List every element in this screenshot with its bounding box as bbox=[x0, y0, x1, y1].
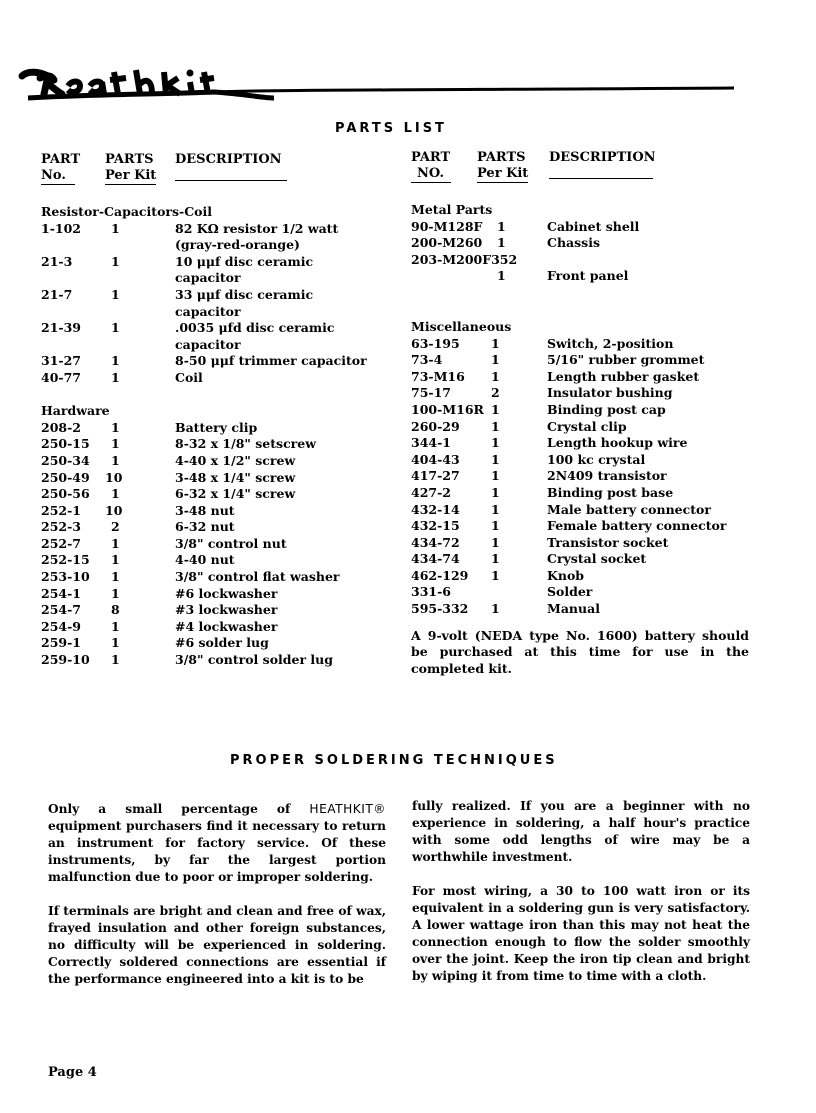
quantity: 10 bbox=[105, 502, 123, 518]
description: 3/8" control nut bbox=[175, 535, 287, 551]
header-underline bbox=[549, 166, 653, 179]
description: Knob bbox=[547, 567, 585, 583]
table-row bbox=[411, 435, 756, 452]
description: 3/8" control flat washer bbox=[175, 569, 340, 585]
table-row bbox=[41, 420, 381, 437]
soldering-paragraph-1 bbox=[48, 801, 386, 886]
quantity: 1 bbox=[491, 335, 500, 351]
quantity: 1 bbox=[491, 501, 500, 517]
quantity: 1 bbox=[111, 569, 120, 585]
quantity: 1 bbox=[491, 551, 500, 567]
quantity: 1 bbox=[111, 436, 120, 452]
quantity: 1 bbox=[111, 552, 120, 568]
table-row bbox=[41, 221, 381, 238]
quantity: 1 bbox=[497, 268, 506, 284]
part-number: 462-129 bbox=[411, 567, 469, 583]
table-row bbox=[41, 353, 381, 370]
part-number bbox=[411, 268, 497, 285]
description: 100 kc crystal bbox=[547, 451, 646, 467]
table-row bbox=[411, 535, 756, 552]
description: (gray-red-orange) bbox=[175, 237, 300, 253]
quantity: 1 bbox=[491, 468, 500, 484]
header-parts: PARTS bbox=[105, 152, 154, 167]
quantity: 1 bbox=[491, 534, 500, 550]
description: Female battery connector bbox=[547, 518, 727, 534]
table-row bbox=[41, 237, 381, 254]
description: 6-32 x 1/4" screw bbox=[175, 486, 296, 502]
parts-table-left bbox=[41, 152, 381, 669]
part-number: 595-332 bbox=[411, 601, 469, 617]
header-parts: PARTS bbox=[477, 150, 526, 165]
header-per-kit: Per Kit bbox=[477, 166, 529, 181]
quantity: 2 bbox=[491, 385, 500, 401]
part-number: 259-10 bbox=[41, 652, 90, 668]
description: Length rubber gasket bbox=[547, 368, 700, 384]
part-number: 250-56 bbox=[41, 486, 90, 502]
section-title: Resistor-Capacitors-Coil bbox=[41, 204, 213, 219]
part-number: 432-15 bbox=[411, 518, 460, 534]
quantity: 8 bbox=[111, 602, 120, 618]
heathkit-brand: HEATHKIT® bbox=[309, 802, 386, 816]
header-part: PART bbox=[411, 150, 451, 165]
table-header bbox=[41, 152, 381, 186]
quantity: 1 bbox=[111, 652, 120, 668]
description: Switch, 2-position bbox=[547, 335, 674, 351]
quantity: 1 bbox=[497, 235, 506, 251]
part-number bbox=[41, 270, 105, 287]
description: Coil bbox=[175, 369, 203, 385]
quantity: 1 bbox=[111, 320, 120, 336]
description: #3 lockwasher bbox=[175, 602, 278, 618]
part-number: 21-3 bbox=[41, 253, 73, 269]
parts-list-title: PARTS LIST bbox=[335, 121, 447, 136]
quantity: 1 bbox=[491, 435, 500, 451]
part-number: 253-10 bbox=[41, 569, 90, 585]
quantity: 1 bbox=[491, 352, 500, 368]
table-row bbox=[41, 552, 381, 569]
part-number: 21-39 bbox=[41, 320, 81, 336]
parts-table-right bbox=[411, 150, 756, 677]
description: 2N409 transistor bbox=[547, 468, 667, 484]
description: Insulator bushing bbox=[547, 385, 673, 401]
description: Crystal socket bbox=[547, 551, 647, 567]
part-number: 434-72 bbox=[411, 534, 460, 550]
part-number bbox=[41, 304, 105, 321]
part-number: 254-1 bbox=[41, 585, 81, 601]
quantity: 1 bbox=[111, 585, 120, 601]
table-row bbox=[41, 586, 381, 603]
quantity: 2 bbox=[111, 519, 120, 535]
part-number: 73-M16 bbox=[411, 368, 465, 384]
quantity: 1 bbox=[111, 369, 120, 385]
header-per-kit: Per Kit bbox=[105, 168, 157, 183]
quantity bbox=[105, 237, 175, 254]
section-title: Hardware bbox=[41, 403, 110, 419]
quantity: 1 bbox=[491, 401, 500, 417]
description: Front panel bbox=[547, 268, 629, 284]
table-row bbox=[41, 320, 381, 337]
part-number: 252-15 bbox=[41, 552, 90, 568]
quantity: 1 bbox=[491, 567, 500, 583]
part-number: 250-49 bbox=[41, 469, 90, 485]
description: #4 lockwasher bbox=[175, 618, 278, 634]
part-number: 63-195 bbox=[411, 335, 460, 351]
part-number: 208-2 bbox=[41, 419, 81, 435]
description: Length hookup wire bbox=[547, 435, 688, 451]
description: capacitor bbox=[175, 336, 241, 352]
quantity: 1 bbox=[111, 220, 120, 236]
part-number: 259-1 bbox=[41, 635, 81, 651]
quantity: 1 bbox=[497, 218, 506, 234]
text-span: equipment purchasers find it necessary to return an instrument for factory service. Of these instruments, by far the largest portion malfunction due to poor or improper soldering. bbox=[48, 819, 386, 884]
quantity: 1 bbox=[491, 451, 500, 467]
table-row bbox=[411, 468, 756, 485]
section-title: Metal Parts bbox=[411, 202, 493, 217]
description: 8-50 μμf trimmer capacitor bbox=[175, 353, 367, 369]
quantity: 10 bbox=[105, 469, 123, 485]
description: 82 KΩ resistor 1/2 watt bbox=[175, 220, 339, 236]
table-row bbox=[41, 619, 381, 636]
part-number: 254-7 bbox=[41, 602, 81, 618]
part-number bbox=[41, 237, 105, 254]
soldering-paragraph-4: For most wiring, a 30 to 100 watt iron or its equivalent in a soldering gun is very satisfactory. A lower wattage iron than this may not heat the connection enough to flow the solder smoothly over the joint. Keep the iron tip clean and bright by wiping it from time to time with a cloth. bbox=[412, 884, 750, 983]
description: #6 solder lug bbox=[175, 635, 269, 651]
table-row bbox=[41, 304, 381, 321]
table-row bbox=[411, 502, 756, 519]
soldering-right-column bbox=[412, 798, 750, 985]
header-underline bbox=[175, 168, 287, 181]
quantity: 1 bbox=[491, 418, 500, 434]
header-part-no: NO. bbox=[411, 166, 451, 183]
soldering-title: PROPER SOLDERING TECHNIQUES bbox=[230, 753, 558, 768]
part-number: 250-15 bbox=[41, 436, 90, 452]
part-number: 344-1 bbox=[411, 435, 451, 451]
table-row bbox=[41, 503, 381, 520]
table-row bbox=[411, 402, 756, 419]
soldering-left-column bbox=[48, 801, 386, 988]
table-row bbox=[41, 569, 381, 586]
description: 4-40 x 1/2" screw bbox=[175, 452, 296, 468]
quantity: 1 bbox=[491, 601, 500, 617]
table-row bbox=[411, 369, 756, 386]
quantity: 1 bbox=[111, 486, 120, 502]
part-number: 75-17 bbox=[411, 385, 451, 401]
part-number: 200-M260 bbox=[411, 235, 483, 251]
table-row bbox=[411, 485, 756, 502]
table-row bbox=[411, 252, 756, 269]
table-row bbox=[411, 518, 756, 535]
table-row bbox=[411, 385, 756, 402]
table-row bbox=[41, 453, 381, 470]
quantity: 1 bbox=[491, 368, 500, 384]
description: Binding post cap bbox=[547, 401, 666, 417]
quantity: 1 bbox=[491, 484, 500, 500]
description: 8-32 x 1/8" setscrew bbox=[175, 436, 316, 452]
part-number: 250-34 bbox=[41, 452, 90, 468]
table-row bbox=[411, 568, 756, 585]
description: 3-48 nut bbox=[175, 502, 235, 518]
part-number: 254-9 bbox=[41, 618, 81, 634]
description: 5/16" rubber grommet bbox=[547, 352, 705, 368]
heathkit-script-logo-icon bbox=[14, 64, 734, 104]
part-number: 252-7 bbox=[41, 535, 81, 551]
part-number: 90-M128F bbox=[411, 218, 483, 234]
quantity bbox=[105, 337, 175, 354]
table-row bbox=[411, 551, 756, 568]
quantity: 1 bbox=[111, 353, 120, 369]
part-number: 100-M16R bbox=[411, 401, 484, 417]
quantity: 1 bbox=[111, 419, 120, 435]
soldering-paragraph-3: fully realized. If you are a beginner with no experience in soldering, a half hour's practice with some odd lengths of wire may be a worthwhile investment. bbox=[412, 799, 750, 864]
quantity: 1 bbox=[491, 518, 500, 534]
quantity: 1 bbox=[111, 452, 120, 468]
description: capacitor bbox=[175, 303, 241, 319]
table-row bbox=[411, 584, 756, 601]
part-number: 1-102 bbox=[41, 220, 81, 236]
table-row bbox=[41, 635, 381, 652]
description: Manual bbox=[547, 601, 600, 617]
part-number: 434-74 bbox=[411, 551, 460, 567]
table-row bbox=[411, 235, 756, 252]
part-number: 417-27 bbox=[411, 468, 460, 484]
table-row bbox=[41, 652, 381, 669]
description: Transistor socket bbox=[547, 534, 669, 550]
heathkit-logo bbox=[14, 64, 734, 104]
description: Battery clip bbox=[175, 419, 258, 435]
header-part-no: No. bbox=[41, 168, 75, 185]
table-row bbox=[41, 337, 381, 354]
header-part: PART bbox=[41, 152, 81, 167]
quantity bbox=[105, 304, 175, 321]
quantity: 1 bbox=[111, 286, 120, 302]
description: 33 μμf disc ceramic bbox=[175, 286, 314, 302]
description: 6-32 nut bbox=[175, 519, 235, 535]
part-number: 252-3 bbox=[41, 519, 81, 535]
part-number: 40-77 bbox=[41, 369, 81, 385]
part-number: 252-1 bbox=[41, 502, 81, 518]
description: Cabinet shell bbox=[547, 218, 640, 234]
table-row bbox=[41, 470, 381, 487]
description: capacitor bbox=[175, 270, 241, 286]
quantity: 1 bbox=[111, 618, 120, 634]
quantity: 1 bbox=[111, 535, 120, 551]
header-description: DESCRIPTION bbox=[549, 150, 656, 165]
quantity bbox=[491, 584, 547, 601]
description: Solder bbox=[547, 584, 593, 600]
part-number: 260-29 bbox=[411, 418, 460, 434]
table-row bbox=[41, 370, 381, 387]
description: 3-48 x 1/4" screw bbox=[175, 469, 296, 485]
description: #6 lockwasher bbox=[175, 585, 278, 601]
part-number: 331-6 bbox=[411, 584, 451, 600]
table-header bbox=[411, 150, 756, 184]
table-row bbox=[411, 352, 756, 369]
table-row bbox=[411, 336, 756, 353]
table-row bbox=[41, 486, 381, 503]
part-number: 73-4 bbox=[411, 352, 443, 368]
table-row bbox=[411, 219, 756, 236]
description: Crystal clip bbox=[547, 418, 627, 434]
part-number: 404-43 bbox=[411, 451, 460, 467]
description: 10 μμf disc ceramic bbox=[175, 253, 314, 269]
soldering-paragraph-2: If terminals are bright and clean and free of wax, frayed insulation and other foreign substances, no difficulty will be experienced in soldering. Correctly soldered connections are essential if the performance engineered into a kit is to be bbox=[48, 904, 386, 986]
battery-note: A 9-volt (NEDA type No. 1600) battery should be purchased at this time for use in the completed kit. bbox=[411, 627, 749, 676]
description: 4-40 nut bbox=[175, 552, 235, 568]
description: Chassis bbox=[547, 235, 600, 251]
description: Male battery connector bbox=[547, 501, 711, 517]
table-row bbox=[41, 436, 381, 453]
table-row bbox=[41, 519, 381, 536]
part-number: 31-27 bbox=[41, 353, 81, 369]
table-row bbox=[411, 452, 756, 469]
quantity bbox=[105, 270, 175, 287]
quantity: 1 bbox=[111, 253, 120, 269]
table-row bbox=[41, 270, 381, 287]
table-row bbox=[41, 287, 381, 304]
quantity: 1 bbox=[111, 635, 120, 651]
table-row bbox=[411, 419, 756, 436]
part-number: 427-2 bbox=[411, 484, 451, 500]
part-number: 432-14 bbox=[411, 501, 460, 517]
description: .0035 μfd disc ceramic bbox=[175, 320, 335, 336]
table-row bbox=[41, 254, 381, 271]
part-number: 203-M200F352 bbox=[411, 251, 518, 267]
part-number: 21-7 bbox=[41, 286, 73, 302]
table-row bbox=[41, 602, 381, 619]
page-number: Page 4 bbox=[48, 1065, 97, 1080]
text-span: Only a small percentage of bbox=[48, 802, 310, 816]
description: 3/8" control solder lug bbox=[175, 652, 333, 668]
part-number bbox=[41, 337, 105, 354]
table-row bbox=[411, 268, 756, 285]
header-description: DESCRIPTION bbox=[175, 152, 282, 167]
table-row bbox=[411, 601, 756, 618]
description: Binding post base bbox=[547, 484, 674, 500]
section-title: Miscellaneous bbox=[411, 318, 512, 334]
table-row bbox=[41, 536, 381, 553]
